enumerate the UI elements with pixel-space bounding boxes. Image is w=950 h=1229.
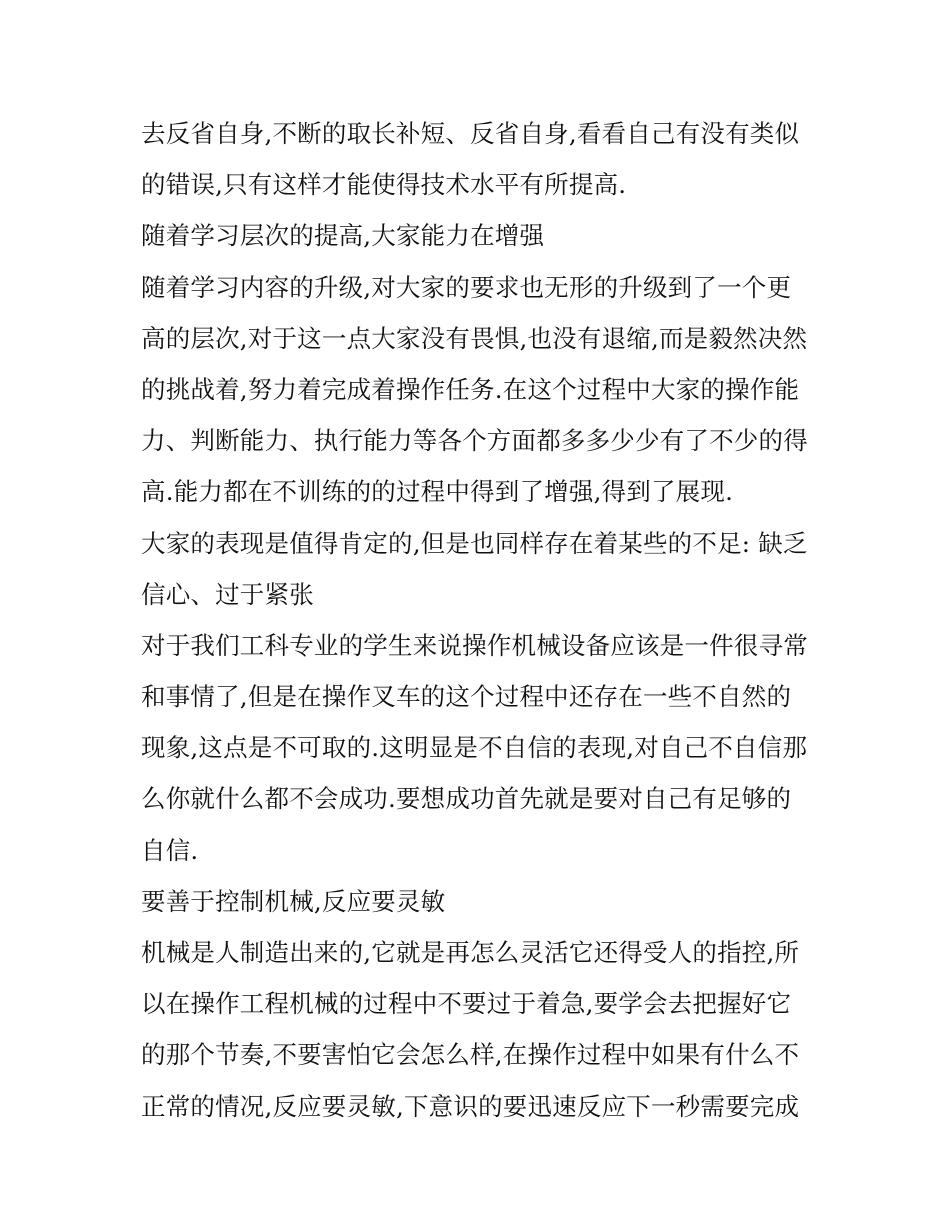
text-line: 么你就什么都不会成功.要想成功首先就是要对自己有足够的: [141, 784, 792, 814]
text-line: 大家的表现是值得肯定的,但是也同样存在着某些的不足: 缺乏: [141, 528, 808, 558]
text-line: 的错误,只有这样才能使得技术水平有所提高.: [141, 170, 627, 200]
section-heading: 要善于控制机械,反应要灵敏: [141, 886, 446, 916]
text-line: 随着学习内容的升级,对大家的要求也无形的升级到了一个更: [141, 272, 792, 302]
text-line: 自信.: [141, 835, 199, 865]
text-line: 机械是人制造出来的,它就是再怎么灵活它还得受人的指控,所: [141, 938, 800, 967]
document-body: [141, 108, 831, 1132]
text-line: 以在操作工程机械的过程中不要过于着急,要学会去把握好它: [141, 989, 792, 1019]
text-line: 力、判断能力、执行能力等各个方面都多多少少有了不少的得: [141, 426, 808, 456]
text-line: 的挑战着,努力着完成着操作任务.在这个过程中大家的操作能: [141, 374, 800, 404]
text-line: 信心、过于紧张: [141, 579, 314, 609]
text-line: 对于我们工科专业的学生来说操作机械设备应该是一件很寻常: [141, 630, 808, 660]
text-line: 高.能力都在不训练的的过程中得到了增强,得到了展现.: [141, 477, 734, 507]
text-line: 和事情了,但是在操作叉车的这个过程中还存在一些不自然的: [141, 682, 792, 712]
section-heading: 随着学习层次的提高,大家能力在增强: [141, 221, 545, 251]
text-line: 高的层次,对于这一点大家没有畏惧,也没有退缩,而是毅然决然: [141, 323, 808, 353]
text-line: 正常的情况,反应要灵敏,下意识的要迅速反应下一秒需要完成: [141, 1091, 800, 1121]
text-line: 的那个节奏,不要害怕它会怎么样,在操作过程中如果有什么不: [141, 1040, 800, 1070]
text-line: 去反省自身,不断的取长补短、反省自身,看看自己有没有类似: [141, 119, 800, 148]
text-line: 现象,这点是不可取的.这明显是不自信的表现,对自己不自信那: [141, 733, 808, 763]
